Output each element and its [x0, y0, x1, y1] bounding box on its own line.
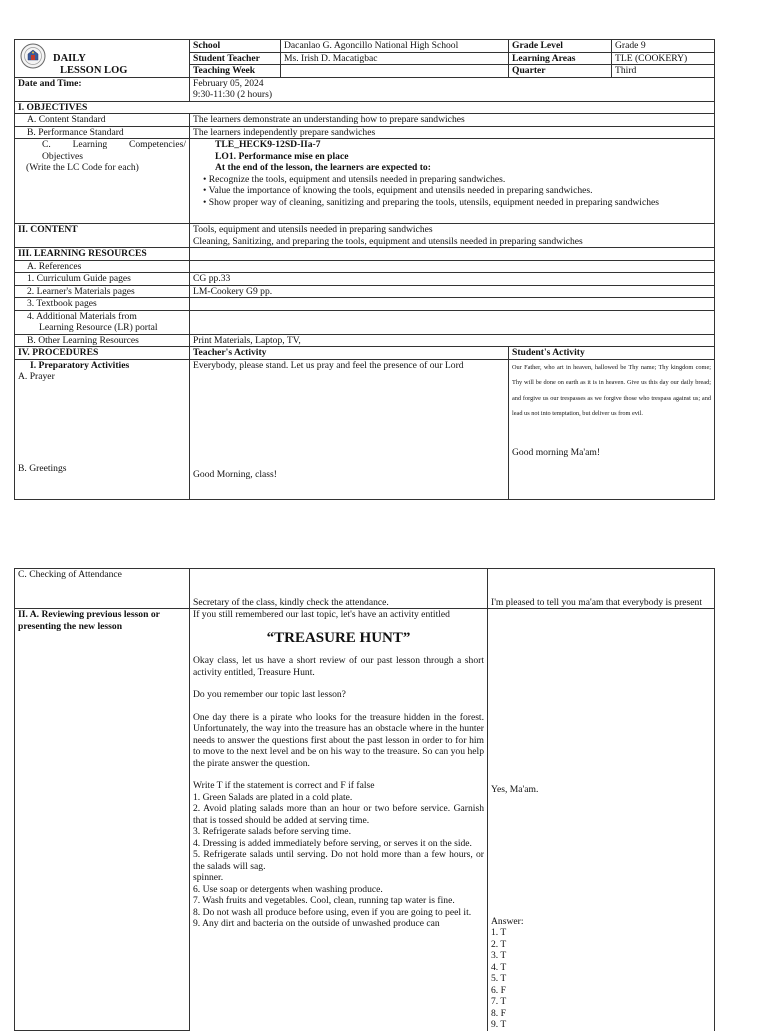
teacher-label: Student Teacher: [190, 52, 281, 65]
teacher-value: Ms. Irish D. Macatigbac: [281, 52, 509, 65]
lc-code: TLE_HECK9-12SD-IIa-7: [215, 139, 321, 150]
additional-label2: Learning Resource (LR) portal: [39, 322, 158, 333]
quiz-item: 6. Use soap or detergents when washing produce.: [193, 883, 383, 895]
attendance-student: I'm pleased to tell you ma'am that everybody is present: [488, 569, 715, 609]
student-activity-heading: Student's Activity: [509, 347, 715, 360]
quiz-item: 2. Avoid plating salads more than an hour or two before service. Garnish that is tossed should be added at serving time.: [193, 803, 484, 826]
week-label: Teaching Week: [190, 65, 281, 78]
competency-value-cell: [190, 139, 715, 224]
school-label: School: [190, 40, 281, 53]
answer-item: 2. T: [491, 938, 507, 950]
date-label: Date and Time:: [15, 77, 190, 101]
other-resources-value: Print Materials, Laptop, TV,: [190, 334, 715, 347]
area-value: TLE (COOKERY): [612, 52, 715, 65]
answer-item: 4. T: [491, 961, 507, 973]
activity-instruction: Write T if the statement is correct and F if false: [193, 780, 375, 791]
lm-label: 2. Learner's Materials pages: [15, 285, 190, 298]
spacer: [491, 796, 711, 916]
other-resources-label: B. Other Learning Resources: [15, 334, 190, 347]
quarter-label: Quarter: [509, 65, 612, 78]
teacher-activity-heading: Teacher's Activity: [190, 347, 509, 360]
answer-label: Answer:: [491, 915, 524, 927]
references-blank: [190, 260, 715, 273]
dll-title: [53, 53, 127, 77]
lesson-log-table-page2: [14, 568, 715, 1031]
quarter-value: Third: [612, 65, 715, 78]
prayer-student-cell: [509, 359, 715, 499]
answer-item: 1. T: [491, 927, 507, 938]
activity-story: One day there is a pirate who looks for the treasure hidden in the forest. Unfortunately, the way into the treasure has an obstacle where in the hunter needs to answer the questions first about the past lesson in order to for him to move to the next level and be on his way to the treasure. So can you help the pirate answer the question.: [193, 711, 484, 769]
question-answer: Yes, Ma'am.: [491, 784, 539, 795]
spacer: [512, 422, 711, 447]
date-value-cell: [190, 77, 715, 101]
objective-item: • Recognize the tools, equipment and utensils needed in preparing sandwiches.: [203, 174, 711, 186]
quiz-item: 9. Any dirt and bacteria on the outside of unwashed produce can: [193, 918, 440, 929]
quiz-item: 3. Refrigerate salads before serving time.: [193, 826, 351, 837]
deped-seal-icon: [20, 43, 46, 69]
learning-outcome: LO1. Performance mise en place: [215, 150, 349, 162]
school-value: Dacanlao G. Agoncillo National High School: [281, 40, 509, 53]
header-logo-cell: [15, 40, 190, 78]
prayer-teacher-cell: [190, 359, 509, 499]
competency-sub: (Write the LC Code for each): [26, 162, 139, 173]
objective-item: • Show proper way of cleaning, sanitizing and preparing the tools, utensils, equipment needed in preparing sandwiches: [203, 197, 711, 209]
answer-item: 6. F: [491, 984, 506, 996]
date-value: February 05, 2024: [193, 77, 264, 89]
greetings-label: B. Greetings: [18, 462, 67, 474]
quiz-item: 4. Dressing is added immediately before serving, or serves it on the side.: [193, 837, 472, 849]
quiz-item: 7. Wash fruits and vegetables. Cool, clean, running tap water is fine.: [193, 895, 455, 906]
answer-item: 7. T: [491, 996, 507, 1007]
content-heading: II. CONTENT: [15, 224, 190, 248]
answer-item: 3. T: [491, 950, 507, 961]
content-line1: Tools, equipment and utensils needed in preparing sandwiches: [193, 224, 433, 235]
title-line1: DAILY: [53, 53, 86, 64]
additional-label1: 4. Additional Materials from: [27, 310, 137, 322]
attendance-teacher: Secretary of the class, kindly check the attendance.: [190, 569, 488, 609]
time-value: 9:30-11:30 (2 hours): [193, 89, 273, 100]
answer-item: 9. T: [491, 1019, 507, 1030]
references-label: A. References: [15, 260, 190, 273]
competency-label: C. Learning Competencies/ Objectives: [42, 139, 186, 162]
lm-value: LM-Cookery G9 pp.: [190, 285, 715, 298]
quiz-item: 1. Green Salads are plated in a cold plate.: [193, 791, 353, 803]
preparatory-label-cell: [15, 359, 190, 499]
spacer: [193, 371, 505, 469]
grade-label: Grade Level: [509, 40, 612, 53]
grade-value: Grade 9: [612, 40, 715, 53]
objective-item: • Value the importance of knowing the tools, equipment and utensils needed in preparing sandwiches.: [203, 185, 711, 197]
review-student-cell: [488, 609, 715, 1031]
spacer: [491, 609, 711, 784]
resources-heading-blank: [190, 248, 715, 261]
textbook-label: 3. Textbook pages: [15, 298, 190, 311]
review-label: II. A. Reviewing previous lesson or presenting the new lesson: [15, 609, 190, 1031]
prayer-teacher: Everybody, please stand. Let us pray and feel the presence of our Lord: [193, 359, 464, 371]
prayer-student: Our Father, who art in heaven, hallowed be Thy name; Thy kingdom come; Thy will be done on earth as it is in heaven. Give us this day our daily bread; and forgive us our trespasses as we forgive those who trespass against us; and lead us not into temptation, but deliver us from evil.: [512, 363, 711, 417]
cg-label: 1. Curriculum Guide pages: [15, 273, 190, 286]
activity-para1: Okay class, let us have a short review of our past lesson through a short activity entitled, Treasure Hunt.: [193, 655, 484, 678]
answer-item: 5. T: [491, 973, 507, 984]
performance-standard-label: B. Performance Standard: [15, 126, 190, 139]
content-line2: Cleaning, Sanitizing, and preparing the tools, equipment and utensils needed in preparing sandwiches: [193, 235, 583, 247]
spacer: [18, 383, 186, 463]
additional-label-cell: [15, 310, 190, 334]
textbook-blank: [190, 298, 715, 311]
week-value: [281, 65, 509, 78]
competency-label-cell: [15, 139, 190, 224]
procedures-heading: IV. PROCEDURES: [15, 347, 190, 360]
review-teacher-cell: [190, 609, 488, 1031]
activity-title: “TREASURE HUNT”: [266, 629, 411, 646]
area-label: Learning Areas: [509, 52, 612, 65]
greetings-student: Good morning Ma'am!: [512, 446, 601, 458]
quiz-item: 5. Refrigerate salads until serving. Do not hold more than a few hours, or the salads will sag.: [193, 849, 484, 872]
activity-question: Do you remember our topic last lesson?: [193, 689, 346, 700]
objectives-intro: At the end of the lesson, the learners are expected to:: [215, 162, 431, 173]
content-standard-label: A. Content Standard: [15, 114, 190, 127]
lesson-log-table-page1: [14, 39, 715, 500]
content-standard-value: The learners demonstrate an understanding how to prepare sandwiches: [190, 114, 715, 127]
prayer-label: A. Prayer: [18, 371, 55, 382]
objectives-list: [193, 174, 711, 209]
resources-heading: III. LEARNING RESOURCES: [15, 248, 190, 261]
content-value-cell: [190, 224, 715, 248]
additional-blank: [190, 310, 715, 334]
quiz-item: spinner.: [193, 872, 224, 883]
answer-item: 8. F: [491, 1007, 506, 1019]
preparatory-label: I. Preparatory Activities: [30, 359, 130, 371]
review-intro: If you still remembered our last topic, let's have an activity entitled: [193, 609, 450, 620]
cg-value: CG pp.33: [190, 273, 715, 286]
objectives-heading: I. OBJECTIVES: [15, 101, 715, 114]
title-line2: LESSON LOG: [60, 65, 128, 76]
attendance-label: C. Checking of Attendance: [15, 569, 190, 609]
quiz-item: 8. Do not wash all produce before using, even if you are going to peel it.: [193, 906, 472, 918]
greetings-teacher: Good Morning, class!: [193, 469, 277, 480]
performance-standard-value: The learners independently prepare sandwiches: [190, 126, 715, 139]
